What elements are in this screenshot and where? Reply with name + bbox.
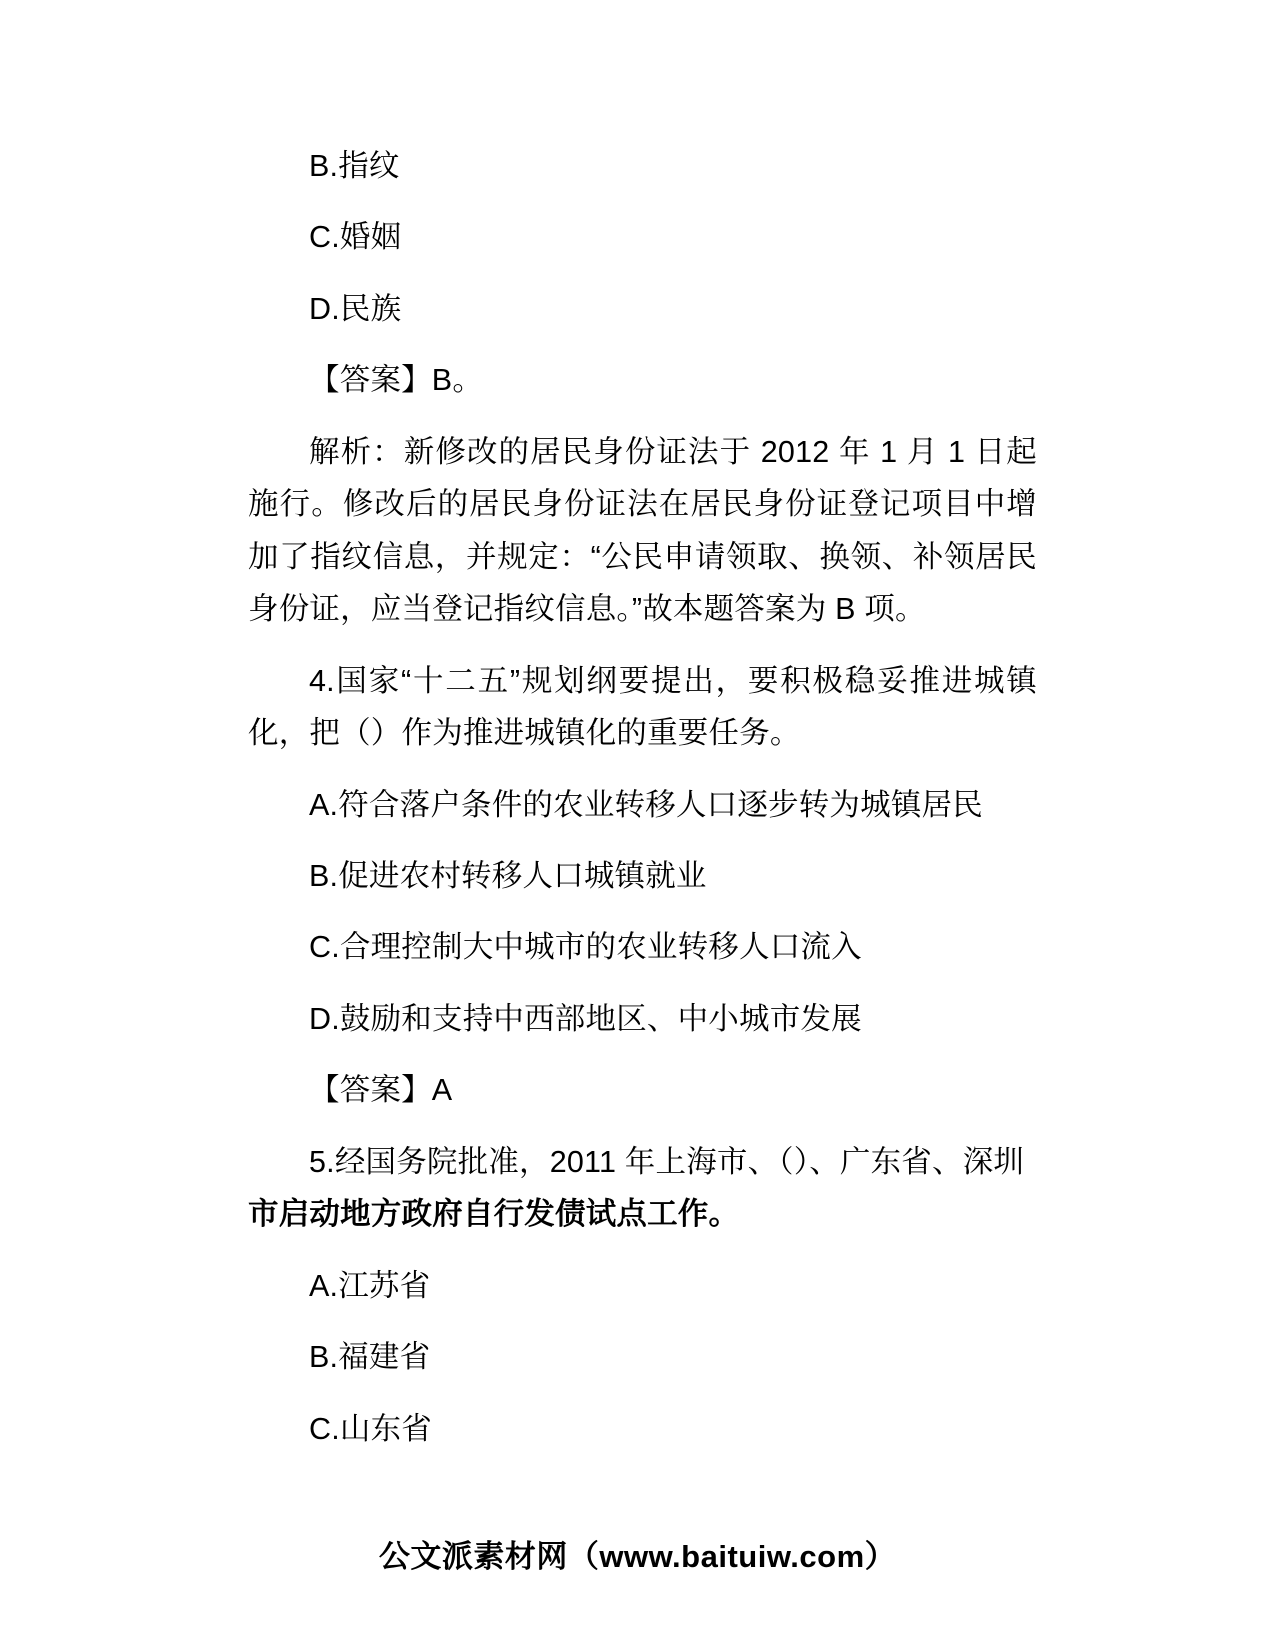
option-a-question5: A.江苏省 [309, 1268, 431, 1303]
option-a-question4: A.符合落户条件的农业转移人口逐步转为城镇居民 [309, 787, 983, 822]
answer-question4: 【答案】A [309, 1073, 453, 1108]
question-5 [248, 1136, 1037, 1241]
question-5-line-2: 市启动地方政府自行发债试点工作。 [248, 1197, 740, 1232]
option-b-question4: B.促进农村转移人口城镇就业 [309, 858, 707, 893]
option-b-question3: B.指纹 [309, 149, 400, 183]
answer-question3: 【答案】B。 [309, 363, 484, 398]
question-4: 4.国家“十二五”规划纲要提出，要积极稳妥推进城镇化，把（）作为推进城镇化的重要任务。 [248, 663, 1037, 751]
option-c-question3: C.婚姻 [309, 220, 402, 255]
option-c-question5: C.山东省 [309, 1411, 432, 1446]
question-5-line-1: 5.经国务院批准，2011 年上海市、（）、广东省、深圳 [309, 1144, 1025, 1179]
option-c-question4: C.合理控制大中城市的农业转移人口流入 [309, 930, 862, 965]
explanation-question3: 解析：新修改的居民身份证法于 2012 年 1 月 1 日起施行。修改后的居民身份证法在居民身份证登记项目中增加了指纹信息，并规定：“公民申请领取、换领、补领居民身份证，应当登记指纹信息。”故本题答案为 B 项。 [248, 434, 1037, 627]
document-body [248, 140, 1037, 1455]
option-b-question5: B.福建省 [309, 1340, 431, 1375]
option-d-question3: D.民族 [309, 291, 402, 326]
option-d-question4: D.鼓励和支持中西部地区、中小城市发展 [309, 1001, 862, 1036]
footer-watermark: 公文派素材网（www.baituiw.com） [378, 1539, 897, 1574]
